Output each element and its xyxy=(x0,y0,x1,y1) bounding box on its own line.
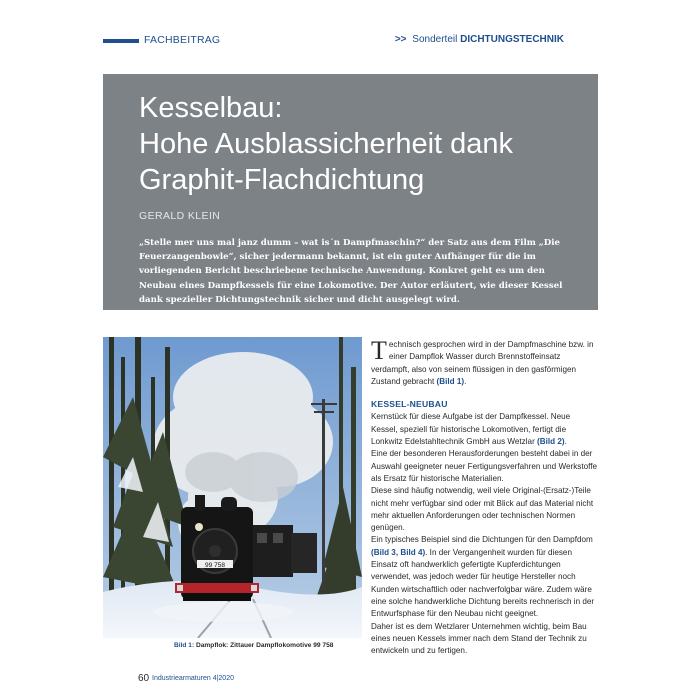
intro-paragraph xyxy=(371,336,598,388)
loco-number-plate: 99 758 xyxy=(205,562,225,569)
paragraph-1-end: . xyxy=(564,437,567,447)
paragraph-3: Diese sind häufig notwendig, weil viele Original-(Ersatz-)Teile nicht mehr verfügbar sind oder mit Blick auf das Material nicht mehr aktuellen Anforderungen oder technischen Normen genügen. xyxy=(371,486,594,533)
section-label: FACHBEITRAG xyxy=(144,34,221,46)
paragraph-4 xyxy=(371,534,598,620)
title-box xyxy=(103,74,598,310)
dropcap: T xyxy=(371,336,387,365)
author-name: GERALD KLEIN xyxy=(139,210,221,222)
header-accent-bar xyxy=(103,39,139,43)
article-title xyxy=(139,90,579,198)
figure-caption xyxy=(174,642,333,649)
paragraph-4-rest: . In der Vergangenheit wurden für diesen Einsatz oft handwerklich gefertigte Kupferdichtungen verwendet, was jedoch weder für heutige Hersteller noch Kunden wirtschaftlich oder nachverfolgbar wäre. Zudem wäre eine solche handwerkliche Dichtung bereits rechnerisch in der Entwurfsphase für den Neubau nicht geeignet. xyxy=(371,547,595,619)
paragraph-1-text: Kernstück für diese Aufgabe ist der Dampfkessel. Neue Kessel, speziell für historische Lokomotiven, fertigt die Lonkwitz Edelstahltechnik GmbH aus Wetzlar xyxy=(371,412,571,447)
title-line-3: Graphit-Flachdichtung xyxy=(139,164,425,196)
topic-text: DICHTUNGSTECHNIK xyxy=(460,34,564,45)
sonderteil-label xyxy=(395,34,564,45)
title-line-1: Kesselbau: xyxy=(139,92,283,124)
magazine-name: Industriearmaturen 4|2020 xyxy=(152,675,234,682)
ref-bild-2: (Bild 2) xyxy=(537,437,565,447)
page-number: 60 xyxy=(138,673,150,684)
figure-label: Bild 1: xyxy=(174,642,195,649)
paragraph-1 xyxy=(371,411,598,448)
paragraph-5: Daher ist es dem Wetzlarer Unternehmen wichtig, beim Bau eines neuen Kessels immer nach dem Stand der Technik zu entwickeln und zu fertigen. xyxy=(371,621,587,656)
intro-text: echnisch gesprochen wird in der Dampfmaschine bzw. in einer Dampflok Wasser durch Brennstoffeinsatz verdampft, also von seinem flüssigen in den gasförmigen Zustand gebracht xyxy=(371,340,594,386)
ref-bild-1: (Bild 1) xyxy=(436,376,465,386)
lead-paragraph: „Stelle mer uns mal janz dumm – wat is´n Dampfmaschin?“ der Satz aus dem Film „Die Feuerzangenbowle“, sicher jedermann bekannt, ist ein guter Aufhänger für die im vorliegenden Bericht beschriebene technische Anwendung. Konkret geht es um den Neubau eines Dampfkessels für eine Lokomotive. Der Autor erläutert, wie dieser Kessel dank spezieller Dichtungstechnik sicher und dicht ausgelegt wird. xyxy=(139,238,563,305)
ref-bild-3-4: (Bild 3, Bild 4) xyxy=(371,547,426,557)
section-heading: KESSEL-NEUBAU xyxy=(371,399,448,410)
arrows-marker: >> xyxy=(394,34,407,45)
paragraph-4-text: Ein typisches Beispiel sind die Dichtungen für den Dampfdom xyxy=(371,535,593,545)
locomotive-illustration xyxy=(103,337,362,638)
figure-caption-text: Dampflok: Zittauer Dampflokomotive 99 758 xyxy=(196,642,334,649)
sonderteil-text: Sonderteil xyxy=(412,34,458,45)
intro-end: . xyxy=(464,376,467,386)
locomotive-photo xyxy=(103,337,362,638)
title-line-2: Hohe Ausblassicherheit dank xyxy=(139,128,514,160)
paragraph-2: Eine der besonderen Herausforderungen besteht dabei in der Auswahl geeigneter neuer Fertigungsverfahren und Werkstoffe als Ersatz für historische Materialien. xyxy=(371,449,597,483)
body-text-column xyxy=(371,336,598,657)
